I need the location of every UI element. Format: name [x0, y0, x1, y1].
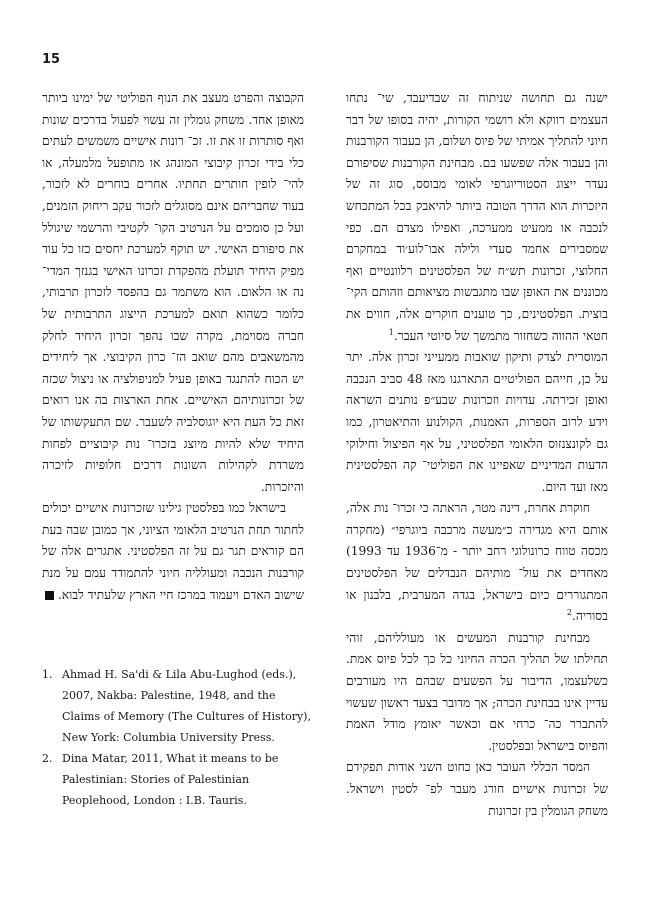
paragraph: חוקרת אחרת, דינה מטר, הראתה כי זכרו־ נות אלה, אותם היא מגדירה כ״מעשה מרכבה ביוגרפי״ (מחקרה מכסה טווח כרונולוגי רחב יותר - מ־1936 עד 1993) מאחדים את עול־ מותיהם הנבדלים של הפלסטינים המתגוררים כיום בישראל, בגדה המערבית, בלבנון או בסוריה.$^2$	[346, 501, 608, 624]
footnote	[42, 748, 312, 811]
paragraph: הקבוצה והפרט מעצב את הנוף הפוליטי של ימינו ביותר מאופן אחד. משחק גומלין זה עשוי לפעול בדרכים שונות ואף סותרות זו את זו. זכ־ רונות אישיים משמשים לעתים כלי בידי זכרון קיבוצי המונהג או מתופעל מלמעלה, או להי־ לופין חותרים תחתיו. אחרים בוחרים לא לזכור, בעוד שחבריהם אינם מסוגלים לזכור עקב ריחוק הזמנים, ועל כן סומכים על הנרטיב הקו־ לקטיבי והרשמי שיגולל את סיפורם האישי. יש תוקף למערכת יחסים כזו כל עוד מפיק היחיד תועלת מהפקדת זכרונו האישי בגנזך המדי־ נה או הלאום. הוא משתמר גם בהפסד לזכרון תרבותי, כלומר כשהוא תואם למערכת הייצוג התרבותית של חברה מסוימת, מקרה שבו נהפך זכרון היחיד לחלק מהמשאבים מהם שואב הז־ כרון הקיבוצי. אך ליחידים יש הכוח להתנגד באופן פעיל למניפולציה או ניצול שכזה של זכרונותיהם האישיים. אחת הארצות בה אנו רואים זאת כל העת היא יוגוסלביה לשעבר. שם התעקשותו של היחיד שלא להיות מיוצג בזכרו־ נות קיבוציים לפחות משרדת לקהילות השונות דרכים חלופיות לזיכרה והיזכרות.	[42, 91, 304, 494]
footnote-ref-1: 1	[388, 327, 394, 337]
footnote-number: 1.	[42, 668, 53, 681]
paragraph: בישראל כמו בפלסטין גילינו שזכרונות אישיים יכולים לחתור תחת הנרטיב הלאומי הציוני, אך כמובן שבה בעת הם קוראים תגר גם על זה הפלסטיני. אתגרים אלה של קורבנות הנכבה ומעולליה חיוני להתמודד עמם על מנת שישוב האדם ויעמוד במרכז חיי הארץ שלעתיד לבוא.	[42, 501, 304, 602]
paragraph: ישנה גם תחושה שניתוח זה שבדיעבד, שי־ נתחו העצמים רווקא ולא רושמי הקורות, יהיה בסופו של דבר חיוני להתליך אמיתי של פיוס ושלום, הן בעבור הקורבנות והן בעבור אלה שפשעו בם. מבחינת הקורבנות שסיפורם נעדר ייצוג הסטוריוגרפי לאומי מבוסס, סוג זה של היזכרות הוא הדרך הטובה ביותר להיאבק בכל המתכחש לנכבה או ממעיט ממערכה, ואפילו מצדם הם. כפי שמסבירים אחמד סעדי ולילה אבו־לוע׳וד במחקרם החלוצי, זכרונות תש״ח של הפלסטינים רלוונטיים ואף מכוננים את האופן שבו מתגבשות מציאותם וזהותם הקי־ בוצית. הפלסטינים, כך טוענים חוקרים אלה, חווים את חטאי ההווה כשחזור מתמשך של סיוטי העבר.$^1$	[346, 91, 608, 343]
end-of-article-mark	[45, 591, 54, 600]
left-text-column	[42, 88, 304, 606]
page-number: 15	[42, 52, 61, 67]
paragraph: המסר הכללי העובר כאן כחוט השני אודות תפקידם של זכרונות אישיים חורג מעבר לפ־ לסטין וישראל. משחק הגומלין בין זכרונות	[346, 760, 608, 818]
footnote-text: Ahmad H. Sa'di & Lila Abu-Lughod (eds.), 2007, Nakba: Palestine, 1948, and the Claims of Memory (The Cultures of History), New York: Columbia University Press.	[62, 668, 311, 744]
right-text-column	[346, 88, 608, 822]
footnote-number: 2.	[42, 752, 53, 765]
paragraph: מבחינת קורבנות המעשים או מעולליהם, זוהי תחילתו של תהליך הכרה החיוני כל כך לכל פיוס אמת. כשלעצמו, הדיבור על הפשעים שבהם היו מעורבים עדיין אינו בבחינת הכרה; אך מדובר בצעד ראשון שעשוי להתברר כה־ כרחי אם וכאשר יאומץ מודל האמת והפיוס בישראל ובפלסטין.	[346, 630, 608, 753]
footnotes	[42, 664, 312, 811]
footnote-text: Dina Matar, 2011, What it means to be Palestinian: Stories of Palestinian Peoplehood, London : I.B. Tauris.	[62, 752, 279, 807]
footnote-ref-2: 2	[566, 608, 572, 618]
footnote	[42, 664, 312, 748]
paragraph: המוסרית לצדק ותיקון שואבות ממעייני זכרון אלה. יתר על כן, חייהם הפוליטיים התארגנו מאז 48 סביב הנכבה ואופן זכירתה. עדויות וזכרונות שבע״פ נותנים השראה וידע לרוב הספרות, האמנות, הקולנוע והתיאטרון, כמו גם לקונצנזוס הלאומי הפלסטיני, על אף הפיצול וחילוקי הדעות המדיניים שאפיינו את הפוליטי־ קה הפלסטינית מאז ועד היום.	[346, 350, 608, 494]
